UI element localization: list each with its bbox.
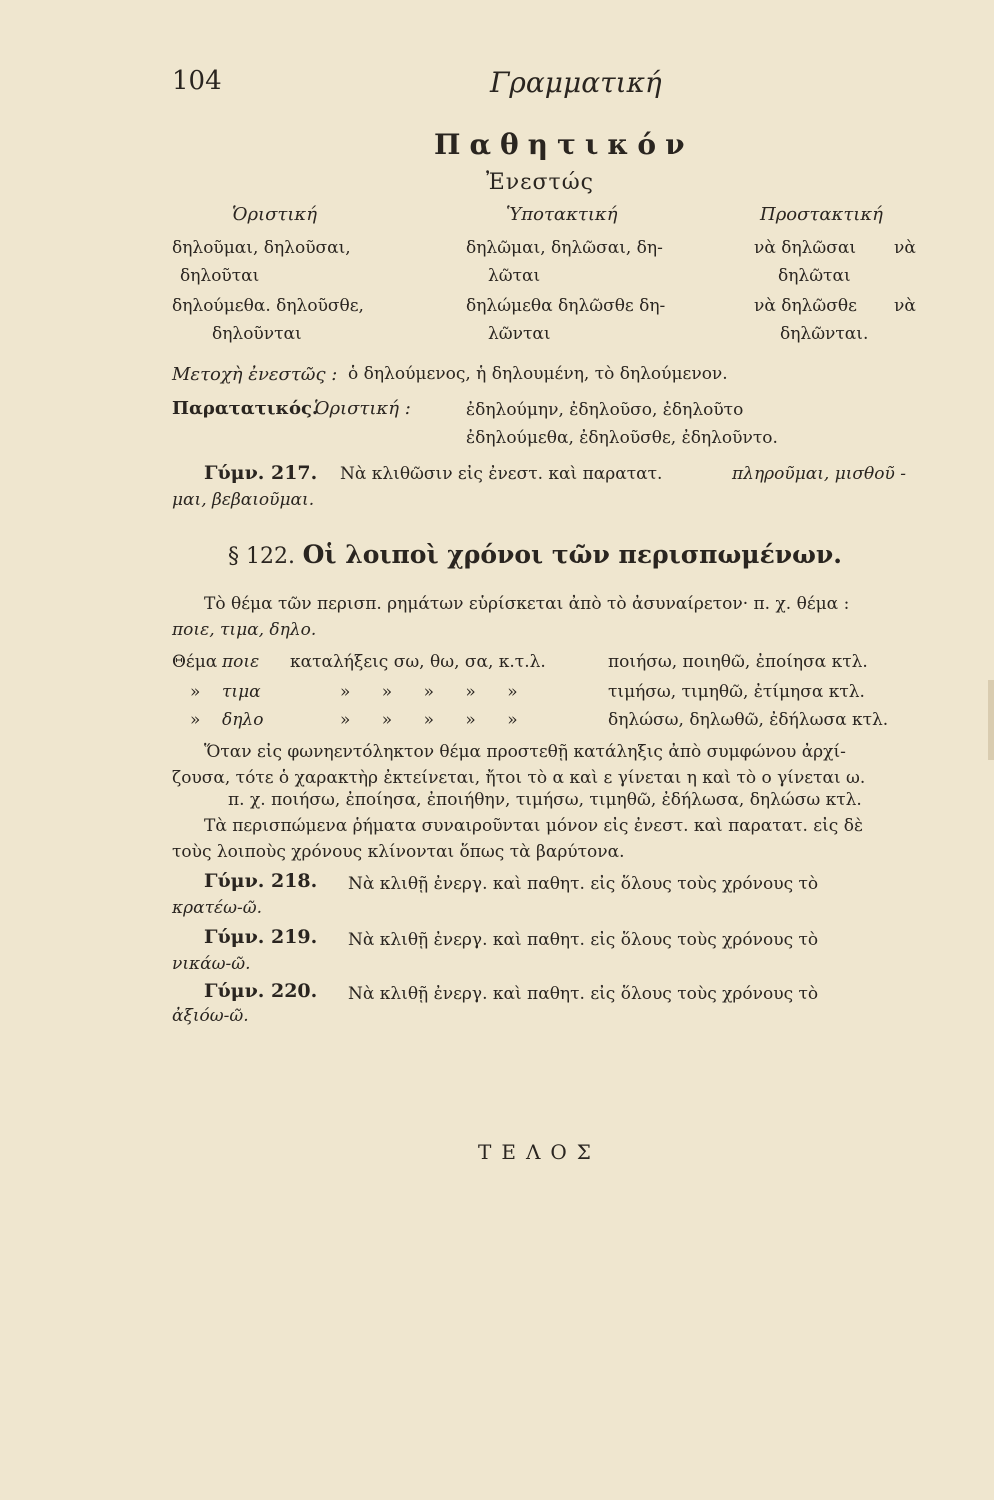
table-lead: Θέμα: [172, 652, 218, 672]
imperfect-forms: ἐδηλούμην, ἐδηλοῦσο, ἐδηλοῦτο: [466, 400, 744, 420]
exercise-text: Νὰ κλιθῇ ἐνεργ. καὶ παθητ. εἰς ὅλους τοὺς χρόνους τὸ: [348, 984, 819, 1004]
imperfect-mood: Ὁριστική :: [314, 398, 411, 419]
exercise-verb: νικάω-ῶ.: [172, 954, 251, 974]
intro-line: Τὸ θέμα τῶν περισπ. ρημάτων εὑρίσκεται ἀπὸ τὸ ἀσυναίρετον· π. χ. θέμα :: [204, 594, 850, 614]
indicative-line: δηλούμεθα. δηλοῦσθε,: [172, 296, 364, 316]
exercise-label: Γύμν. 217.: [204, 462, 318, 484]
table-forms: δηλώσω, δηλωθῶ, ἐδήλωσα κτλ.: [608, 710, 889, 730]
imperative-line: δηλῶται: [778, 266, 851, 286]
tense-title: Ἐνεστώς: [486, 170, 594, 195]
imperfect-label: Παρατατικός.: [172, 398, 319, 419]
page-edge-mark: [988, 680, 994, 760]
section-number: § 122.: [228, 544, 295, 569]
exercise-verb: κρατέω-ῶ.: [172, 898, 263, 918]
subjunctive-line: λῶνται: [488, 324, 551, 344]
table-stem: τιμα: [222, 682, 261, 702]
intro-line: ποιε, τιμα, δηλο.: [172, 620, 317, 640]
indicative-line: δηλοῦνται: [212, 324, 302, 344]
table-endings: καταλήξεις σω, θω, σα, κ.τ.λ.: [290, 652, 546, 672]
indicative-label: Ὁριστική: [232, 204, 317, 225]
subjunctive-label: Ὑποτακτική: [506, 204, 618, 225]
subjunctive-line: δηλώμεθα δηλῶσθε δη-: [466, 296, 666, 316]
exercise-verbs: μαι, βεβαιοῦμαι.: [172, 490, 315, 510]
table-endings: » » » » »: [340, 682, 518, 702]
imperative-line: νὰ δηλῶσθε: [754, 296, 857, 316]
table-lead: »: [190, 682, 201, 702]
rule-line: τοὺς λοιποὺς χρόνους κλίνονται ὅπως τὰ βαρύτονα.: [172, 842, 625, 862]
table-forms: ποιήσω, ποιηθῶ, ἐποίησα κτλ.: [608, 652, 868, 672]
participle-label: Μετοχὴ ἐνεστῶς :: [172, 364, 338, 385]
indicative-line: δηλοῦται: [180, 266, 260, 286]
rule-line: π. χ. ποιήσω, ἐποίησα, ἐποιήθην, τιμήσω, τιμηθῶ, ἐδήλωσα, δηλώσω κτλ.: [228, 790, 862, 810]
imperative-label: Προστακτική: [760, 204, 883, 225]
imperative-line: νὰ: [894, 296, 916, 316]
table-lead: »: [190, 710, 201, 730]
exercise-verb: ἀξιόω-ῶ.: [172, 1006, 249, 1026]
section-title: Οἱ λοιποὶ χρόνοι τῶν περισπωμένων.: [302, 540, 842, 569]
imperative-line: νὰ: [894, 238, 916, 258]
participle-forms: ὁ δηλούμενος, ἡ δηλουμένη, τὸ δηλούμενον.: [348, 364, 728, 384]
exercise-label: Γύμν. 220.: [204, 980, 318, 1002]
rule-line: Τὰ περισπώμενα ῥήματα συναιροῦνται μόνον εἰς ἐνεστ. καὶ παρατατ. εἰς δὲ: [204, 816, 864, 836]
passive-title: Παθητικόν: [434, 128, 694, 161]
table-stem: ποιε: [222, 652, 260, 672]
rule-line: Ὅταν εἰς φωνηεντόληκτον θέμα προστεθῇ κατάληξις ἀπὸ συμφώνου ἀρχί-: [204, 742, 846, 762]
exercise-verbs: πληροῦμαι, μισθοῦ -: [732, 464, 906, 484]
imperative-line: δηλῶνται.: [780, 324, 869, 344]
imperative-line: νὰ δηλῶσαι: [754, 238, 857, 258]
rule-line: ζουσα, τότε ὁ χαρακτὴρ ἐκτείνεται, ἤτοι τὸ α καὶ ε γίνεται η καὶ τὸ ο γίνεται ω.: [172, 768, 866, 788]
exercise-text: Νὰ κλιθῶσιν εἰς ἐνεστ. καὶ παρατατ.: [340, 464, 663, 484]
running-title: Γραμματική: [490, 66, 662, 99]
exercise-label: Γύμν. 218.: [204, 870, 318, 892]
imperfect-forms: ἐδηλούμεθα, ἐδηλοῦσθε, ἐδηλοῦντο.: [466, 428, 778, 448]
table-endings: » » » » »: [340, 710, 518, 730]
exercise-text: Νὰ κλιθῇ ἐνεργ. καὶ παθητ. εἰς ὅλους τοὺς χρόνους τὸ: [348, 930, 819, 950]
table-stem: δηλο: [222, 710, 264, 730]
indicative-line: δηλοῦμαι, δηλοῦσαι,: [172, 238, 351, 258]
subjunctive-line: λῶται: [488, 266, 541, 286]
table-forms: τιμήσω, τιμηθῶ, ἐτίμησα κτλ.: [608, 682, 865, 702]
page-number: 104: [172, 66, 222, 96]
exercise-text: Νὰ κλιθῇ ἐνεργ. καὶ παθητ. εἰς ὅλους τοὺς χρόνους τὸ: [348, 874, 819, 894]
exercise-label: Γύμν. 219.: [204, 926, 318, 948]
section-122-heading: [228, 540, 842, 569]
subjunctive-line: δηλῶμαι, δηλῶσαι, δη-: [466, 238, 663, 258]
end-mark: ΤΕΛΟΣ: [478, 1140, 601, 1164]
